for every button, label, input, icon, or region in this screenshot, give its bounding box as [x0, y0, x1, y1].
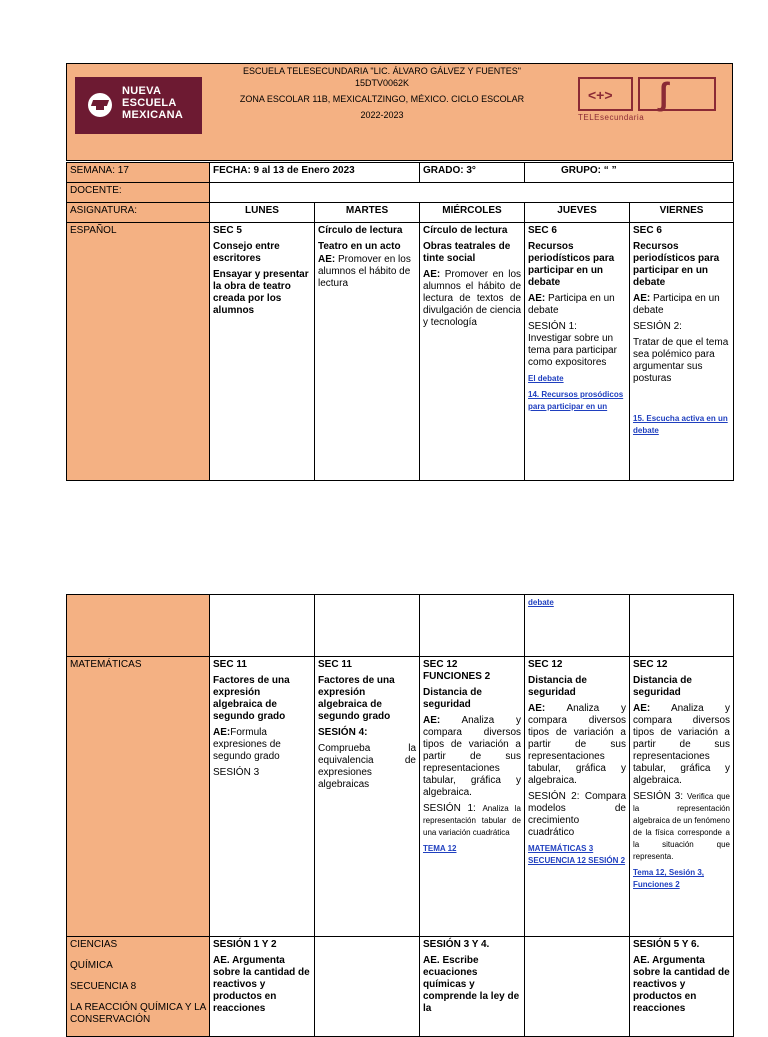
link-tema-12-sesion-3[interactable]: Tema 12, Sesión 3, Funciones 2: [633, 868, 704, 889]
school-code: 15DTV0062K: [354, 78, 410, 88]
school-year: 2022-2023: [360, 110, 404, 120]
ciencias-martes: [315, 937, 420, 1037]
continuation-jueves: [525, 595, 630, 657]
logo-text: NUEVA ESCUELA MEXICANA: [122, 85, 184, 121]
arrows-icon: <+>: [588, 87, 613, 103]
semana-cell: SEMANA: 17: [67, 163, 210, 183]
nueva-escuela-mexicana-logo: [75, 77, 202, 134]
espanol-viernes: SEC 6 Recursos periodísticos para participar en un debate AE: Participa en un debate SESIÓN 2: Tratar de que el tema sea polémico para argumentar sus posturas 15. Escucha activa en un debate: [630, 223, 734, 481]
day-header-lunes: LUNES: [210, 203, 315, 223]
link-debate-cont[interactable]: debate: [528, 598, 554, 607]
schedule-table-bottom: [66, 594, 734, 1037]
ciencias-jueves: [525, 937, 630, 1037]
espanol-jueves: SEC 6 Recursos periodísticos para participar en un debate AE: Participa en un debate SESIÓN 1: Investigar sobre un tema para participar como expositores El debate 14. Recursos prosódicos para participar en un: [525, 223, 630, 481]
school-zone: ZONA ESCOLAR 11B, MEXICALTZINGO, MÉXICO. CICLO ESCOLAR: [239, 94, 525, 104]
telesecundaria-logo: [578, 77, 716, 123]
matematicas-jueves: SEC 12 Distancia de seguridad AE: Analiza y compara diversos tipos de variación a partir de sus representaciones tabular, gráfica y algebraica. SESIÓN 2: Compara modelos de crecimiento cuadrático MATEMÁTICAS 3 SECUENCIA 12 SESIÓN 2: [525, 657, 630, 937]
school-name: ESCUELA TELESECUNDARIA "LIC. ÁLVARO GÁLVEZ Y FUENTES": [243, 66, 521, 76]
telesecundaria-label: TELEsecundaria: [578, 113, 645, 122]
espanol-lunes: SEC 5 Consejo entre escritores Ensayar y presentar la obra de teatro creada por los alumnos: [210, 223, 315, 481]
ciencias-miercoles: SESIÓN 3 Y 4. AE. Escribe ecuaciones químicas y comprende la ley de la: [420, 937, 525, 1037]
matematicas-martes: SEC 11 Factores de una expresión algebraica de segundo grado SESIÓN 4: Comprueba la equivalencia de expresiones algebraicas: [315, 657, 420, 937]
subject-espanol: ESPAÑOL: [67, 223, 210, 481]
matematicas-lunes: SEC 11 Factores de una expresión algebraica de segundo grado AE:Formula expresiones de segundo grado SESIÓN 3: [210, 657, 315, 937]
schedule-table-top: [66, 162, 734, 481]
continuation-label: [67, 595, 210, 657]
matematicas-miercoles: SEC 12 FUNCIONES 2 Distancia de seguridad AE: Analiza y compara diversos tipos de variación a partir de sus representaciones tabular, gráfica y algebraica. SESIÓN 1: Analiza la representación tabular de una variación cuadrática TEMA 12: [420, 657, 525, 937]
docente-cell: DOCENTE:: [67, 183, 210, 203]
link-el-debate[interactable]: El debate: [528, 374, 564, 383]
asignatura-cell: ASIGNATURA:: [67, 203, 210, 223]
subject-matematicas: MATEMÁTICAS: [67, 657, 210, 937]
grado-cell: GRADO: 3°: [420, 163, 525, 183]
ts-monogram-icon: ʃ: [658, 76, 669, 112]
docente-value: [210, 183, 734, 203]
day-header-jueves: JUEVES: [525, 203, 630, 223]
school-info: [212, 65, 552, 121]
day-header-viernes: VIERNES: [630, 203, 734, 223]
graduation-cap-icon: [88, 93, 112, 117]
ciencias-lunes: SESIÓN 1 Y 2 AE. Argumenta sobre la cantidad de reactivos y productos en reacciones: [210, 937, 315, 1037]
subject-ciencias: CIENCIAS QUÍMICA SECUENCIA 8 LA REACCIÓN QUÍMICA Y LA CONSERVACIÓN: [67, 937, 210, 1037]
espanol-miercoles: Círculo de lectura Obras teatrales de tinte social AE: Promover en los alumnos el hábito de lectura de textos de divulgación de ciencia y tecnología: [420, 223, 525, 481]
fecha-cell: FECHA: 9 al 13 de Enero 2023: [210, 163, 420, 183]
grupo-cell: GRUPO: “ ”: [525, 163, 734, 183]
day-header-miercoles: MIÉRCOLES: [420, 203, 525, 223]
espanol-martes: Círculo de lectura Teatro en un acto AE: Promover en los alumnos el hábito de lectura: [315, 223, 420, 481]
link-escucha-activa[interactable]: 15. Escucha activa en un debate: [633, 414, 728, 435]
ciencias-viernes: SESIÓN 5 Y 6. AE. Argumenta sobre la cantidad de reactivos y productos en reacciones: [630, 937, 734, 1037]
link-recursos-prosodicos[interactable]: 14. Recursos prosódicos para participar en un: [528, 390, 624, 411]
matematicas-viernes: SEC 12 Distancia de seguridad AE: Analiza y compara diversos tipos de variación a partir de sus representaciones tabular, gráfica y algebraica. SESIÓN 3: Verifica que la representación algebraica de un fenómeno de la física corresponde a la situación que representa. Tema 12, Sesión 3, Funciones 2: [630, 657, 734, 937]
link-matematicas-3-sec-12[interactable]: MATEMÁTICAS 3 SECUENCIA 12 SESIÓN 2: [528, 844, 626, 865]
link-tema-12[interactable]: TEMA 12: [423, 844, 457, 853]
day-header-martes: MARTES: [315, 203, 420, 223]
